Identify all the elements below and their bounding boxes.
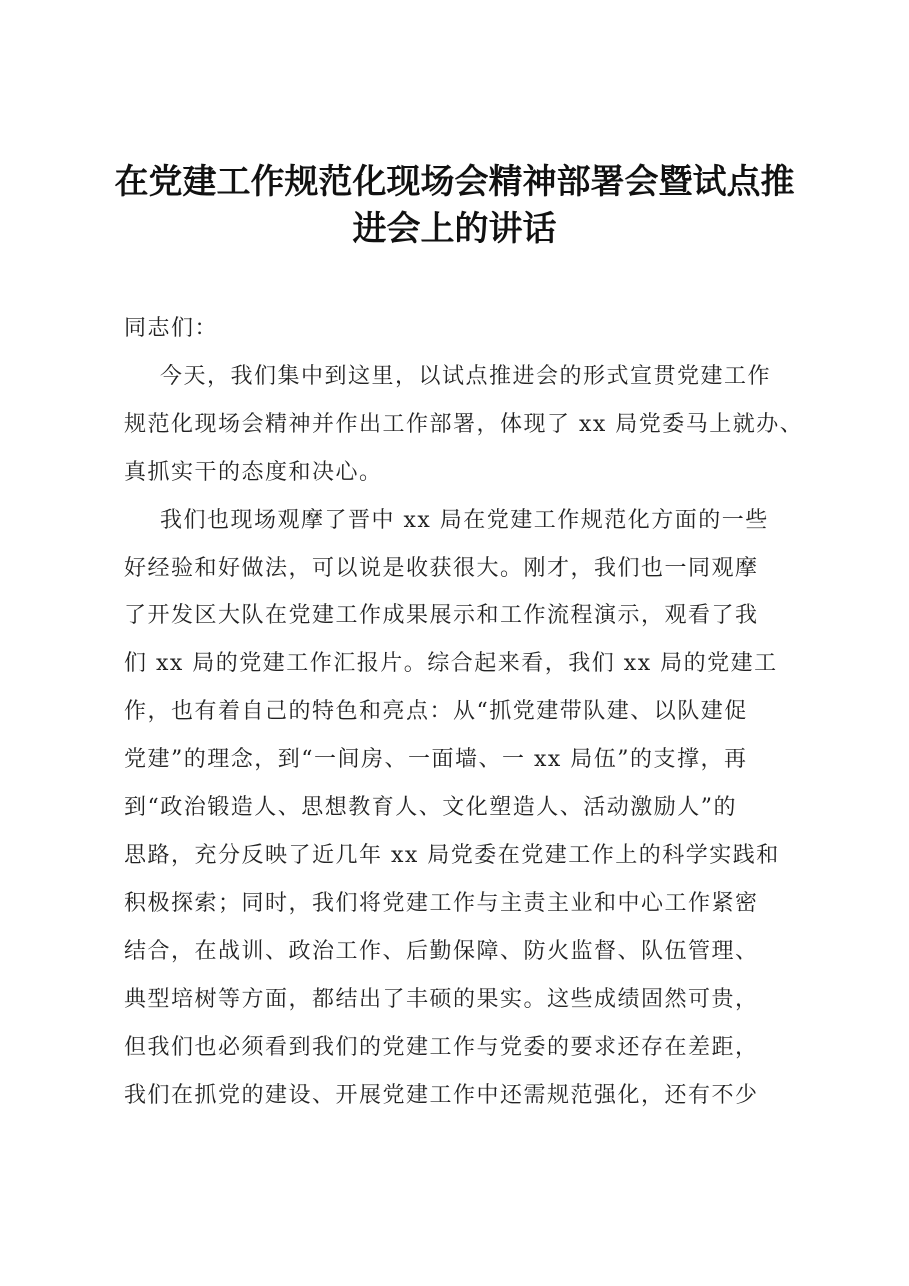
paragraph-2-line: 们 xx 局的党建工作汇报片。综合起来看，我们 xx 局的党建工: [124, 651, 778, 676]
document-title-line-1: 在党建工作规范化现场会精神部署会暨试点推: [114, 162, 795, 202]
document-title-line-2: 进会上的讲话: [352, 209, 557, 249]
paragraph-2-line: 积极探索；同时，我们将党建工作与主责主业和中心工作紧密: [124, 891, 759, 916]
paragraph-2-line: 作，也有着自己的特色和亮点：从“抓党建带队建、以队建促: [124, 699, 748, 724]
paragraph-2-line: 结合，在战训、政治工作、后勤保障、防火监督、队伍管理、: [124, 939, 759, 964]
paragraph-2-line: 我们也现场观摩了晋中 xx 局在党建工作规范化方面的一些: [160, 508, 769, 533]
paragraph-2-line: 到“政治锻造人、思想教育人、文化塑造人、活动激励人”的: [124, 795, 737, 820]
paragraph-2-line: 典型培树等方面，都结出了丰硕的果实。这些成绩固然可贵，: [124, 987, 759, 1012]
paragraph-1-line: 规范化现场会精神并作出工作部署，体现了 xx 局党委马上就办、: [124, 412, 804, 437]
paragraph-2-line: 了开发区大队在党建工作成果展示和工作流程演示，观看了我: [124, 603, 759, 628]
paragraph-1-line: 真抓实干的态度和决心。: [124, 460, 383, 485]
paragraph-2-line: 但我们也必须看到我们的党建工作与党委的要求还存在差距，: [124, 1035, 759, 1060]
paragraph-2-line: 思路，充分反映了近几年 xx 局党委在党建工作上的科学实践和: [124, 843, 780, 868]
paragraph-2-line: 我们在抓党的建设、开展党建工作中还需规范强化，还有不少: [124, 1083, 759, 1108]
greeting: 同志们：: [124, 316, 219, 341]
paragraph-1-line: 今天，我们集中到这里，以试点推进会的形式宣贯党建工作: [160, 364, 772, 389]
paragraph-2-line: 好经验和好做法，可以说是收获很大。刚才，我们也一同观摩: [124, 556, 759, 581]
paragraph-2-line: 党建”的理念，到“一间房、一面墙、一 xx 局伍”的支撑，再: [124, 747, 748, 772]
